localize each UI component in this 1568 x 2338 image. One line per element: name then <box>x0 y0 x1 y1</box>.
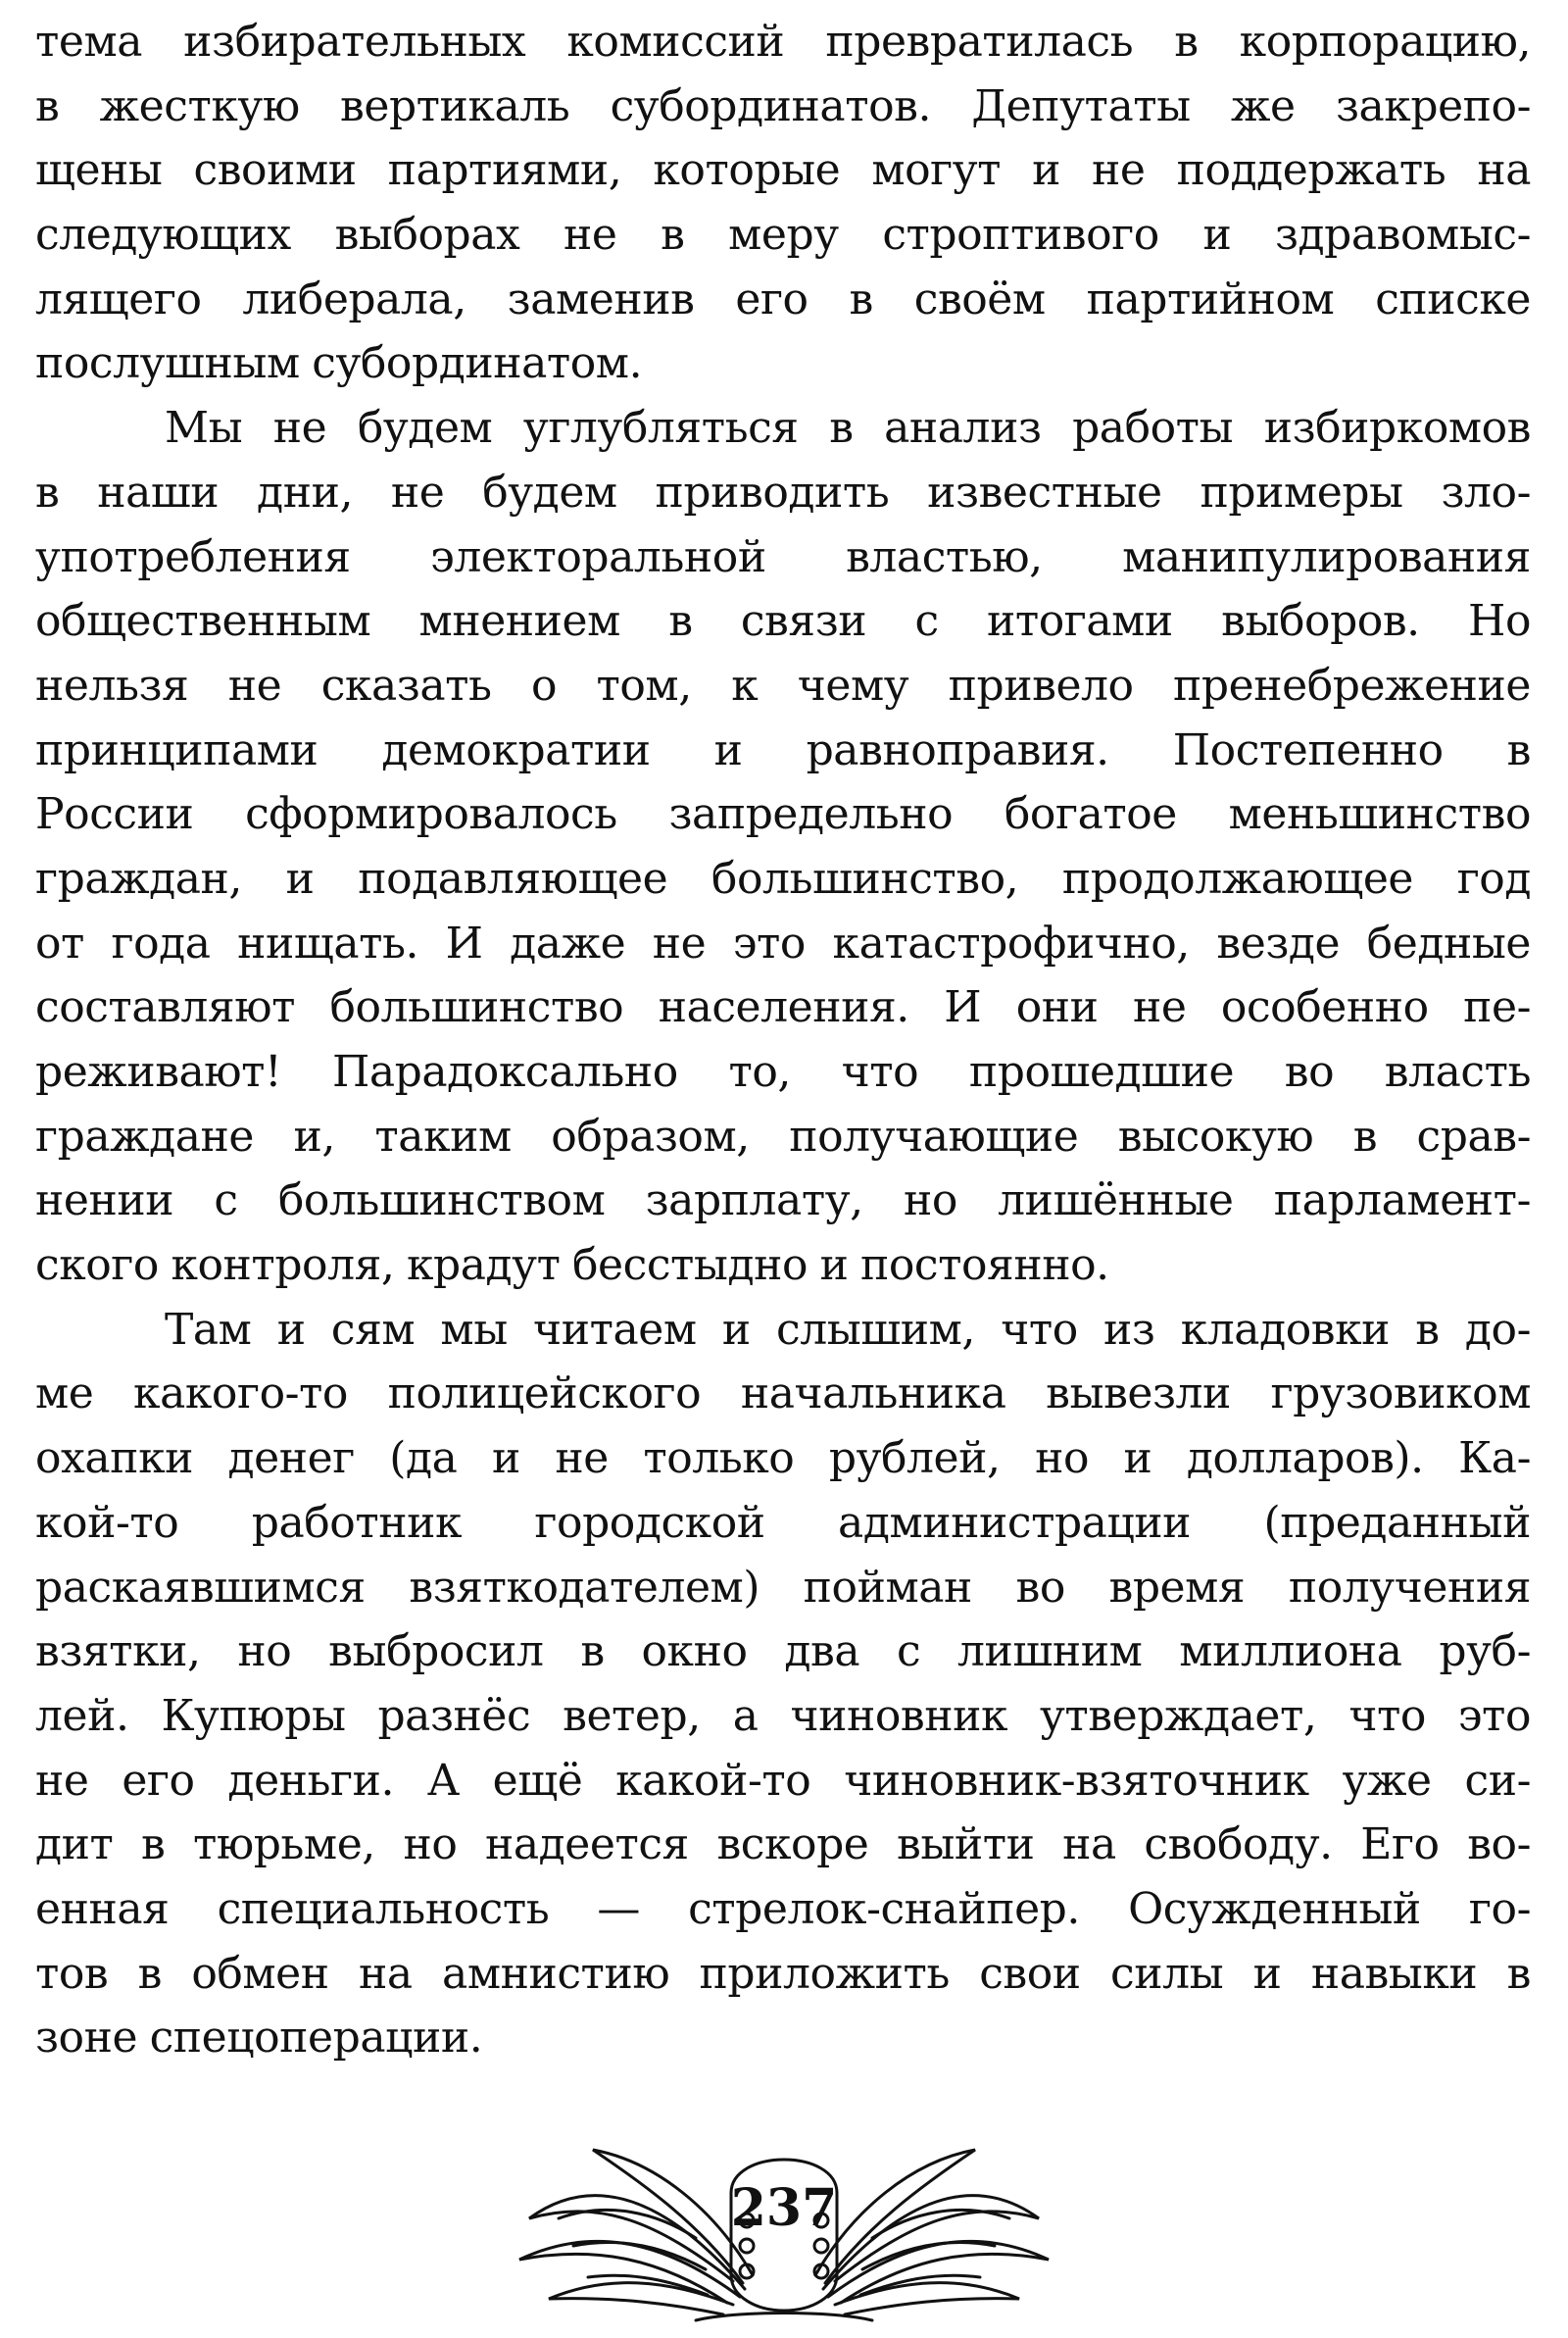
text-line-8: в наши дни, не будем приводить известные примеры зло- <box>35 467 1531 518</box>
text-line-3: щены своими партиями, которые могут и не поддержать на <box>35 145 1531 196</box>
text-line-19: нении с большинством зарплату, но лишённые парламент- <box>35 1175 1531 1226</box>
text-line-17: реживают! Парадоксально то, что прошедшие во власть <box>35 1047 1531 1097</box>
text-line-1: тема избирательных комиссий превратилась в корпорацию, <box>35 17 1531 67</box>
page-body <box>35 10 1531 2070</box>
text-line-6: послушным субординатом. <box>35 338 643 389</box>
page-number: 237 <box>730 2178 838 2238</box>
text-line-5: лящего либерала, заменив его в своём партийном списке <box>35 274 1531 324</box>
text-line-9: употребления электоральной властью, манипулирования <box>35 531 1531 582</box>
text-line-7: Мы не будем углубляться в анализ работы избиркомов <box>165 403 1531 454</box>
text-line-16: составляют большинство населения. И они не особенно пе- <box>35 982 1531 1033</box>
text-line-21: Там и сям мы читаем и слышим, что из кладовки в до- <box>165 1304 1531 1355</box>
text-line-30: енная специальность — стрелок-снайпер. Осужденный го- <box>35 1883 1531 1934</box>
text-line-11: нельзя не сказать о том, к чему привело пренебрежение <box>35 660 1531 711</box>
text-line-15: от года нищать. И даже не это катастрофично, везде бедные <box>35 918 1531 969</box>
text-line-29: дит в тюрьме, но надеется вскоре выйти на свободу. Его во- <box>35 1819 1531 1870</box>
text-line-24: кой-то работник городской администрации (преданный <box>35 1497 1531 1548</box>
text-line-22: ме какого-то полицейского начальника вывезли грузовиком <box>35 1368 1531 1419</box>
text-line-14: граждан, и подавляющее большинство, продолжающее год <box>35 853 1531 904</box>
text-line-10: общественным мнением в связи с итогами выборов. Но <box>35 596 1531 647</box>
text-line-28: не его деньги. А ещё какой-то чиновник-взяточник уже си- <box>35 1755 1531 1806</box>
text-line-25: раскаявшимся взяткодателем) пойман во время получения <box>35 1562 1531 1613</box>
text-line-13: России сформировалось запредельно богатое меньшинство <box>35 789 1531 840</box>
text-line-31: тов в обмен на амнистию приложить свои силы и навыки в <box>35 1948 1531 1999</box>
page-number-ornament <box>500 2103 1068 2328</box>
text-line-23: охапки денег (да и не только рублей, но и долларов). Ка- <box>35 1433 1531 1484</box>
text-line-26: взятки, но выбросил в окно два с лишним миллиона руб- <box>35 1626 1531 1677</box>
text-line-32: зоне спецоперации. <box>35 2013 483 2064</box>
text-line-4: следующих выборах не в меру строптивого и здравомыс- <box>35 210 1531 261</box>
text-line-2: в жесткую вертикаль субординатов. Депутаты же закрепо- <box>35 80 1531 131</box>
text-line-18: граждане и, таким образом, получающие высокую в срав- <box>35 1111 1531 1162</box>
text-line-27: лей. Купюры разнёс ветер, а чиновник утверждает, что это <box>35 1690 1531 1741</box>
text-line-12: принципами демократии и равноправия. Постепенно в <box>35 724 1531 775</box>
text-line-20: ского контроля, крадут бесстыдно и постоянно. <box>35 1240 1109 1291</box>
